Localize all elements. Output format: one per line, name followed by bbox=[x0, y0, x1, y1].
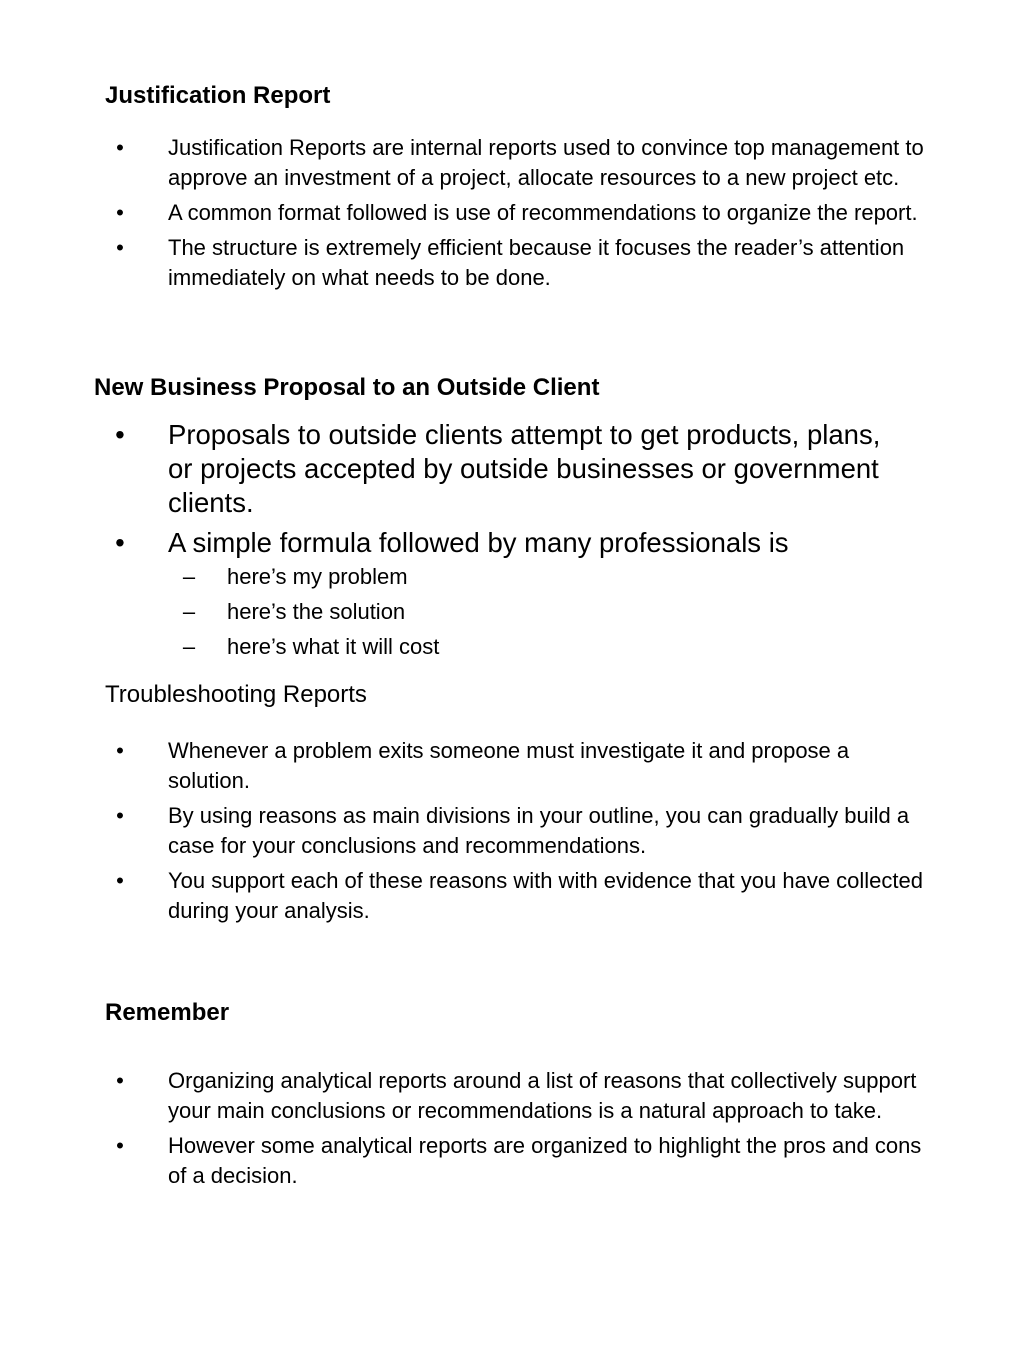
list-item bbox=[110, 1066, 925, 1126]
sub-list-item-text: here’s my problem bbox=[227, 564, 408, 589]
sub-list-item bbox=[180, 632, 910, 662]
dash-icon: – bbox=[182, 599, 196, 624]
list-item-text: However some analytical reports are organized to highlight the pros and cons of a decision. bbox=[168, 1133, 922, 1188]
list-item bbox=[110, 133, 942, 193]
list-item bbox=[110, 736, 925, 796]
proposal-sub-list bbox=[180, 562, 910, 662]
list-item bbox=[110, 233, 942, 293]
heading-troubleshooting-reports: Troubleshooting Reports bbox=[105, 681, 367, 708]
proposal-bullet-list bbox=[110, 418, 910, 667]
list-item-text: Whenever a problem exits someone must investigate it and propose a solution. bbox=[168, 738, 850, 793]
list-item-text: A simple formula followed by many professionals is bbox=[168, 527, 789, 558]
list-item-text: Proposals to outside clients attempt to get products, plans, or projects accepted by outside businesses or government clients. bbox=[168, 419, 881, 518]
list-item-text: By using reasons as main divisions in your outline, you can gradually build a case for your conclusions and recommendations. bbox=[168, 803, 910, 858]
bullet-icon: • bbox=[116, 1068, 124, 1093]
bullet-icon: • bbox=[116, 200, 124, 225]
list-item bbox=[110, 1131, 925, 1191]
sub-list-item bbox=[180, 562, 910, 592]
list-item-text: Organizing analytical reports around a list of reasons that collectively support your main conclusions or recommendations is a natural approach to take. bbox=[168, 1068, 917, 1123]
list-item-text: You support each of these reasons with with evidence that you have collected during your analysis. bbox=[168, 868, 924, 923]
dash-icon: – bbox=[182, 564, 196, 589]
bullet-icon: • bbox=[115, 527, 125, 558]
heading-new-business-proposal: New Business Proposal to an Outside Client bbox=[94, 374, 600, 401]
justification-bullet-list bbox=[110, 133, 942, 298]
list-item bbox=[110, 198, 942, 228]
bullet-icon: • bbox=[115, 419, 125, 450]
remember-bullet-list bbox=[110, 1066, 925, 1196]
bullet-icon: • bbox=[116, 135, 124, 160]
list-item-text: Justification Reports are internal reports used to convince top management to approve an investment of a project, allocate resources to a new project etc. bbox=[168, 135, 924, 190]
bullet-icon: • bbox=[116, 803, 124, 828]
sub-list-item-text: here’s what it will cost bbox=[227, 634, 440, 659]
sub-list-item-text: here’s the solution bbox=[227, 599, 406, 624]
bullet-icon: • bbox=[116, 868, 124, 893]
dash-icon: – bbox=[182, 634, 196, 659]
bullet-icon: • bbox=[116, 235, 124, 260]
list-item bbox=[110, 866, 925, 926]
list-item bbox=[110, 801, 925, 861]
list-item bbox=[110, 526, 910, 560]
bullet-icon: • bbox=[116, 1133, 124, 1158]
sub-list-item bbox=[180, 597, 910, 627]
list-item-text: A common format followed is use of recommendations to organize the report. bbox=[168, 200, 918, 225]
list-item-text: The structure is extremely efficient because it focuses the reader’s attention immediately on what needs to be done. bbox=[168, 235, 905, 290]
heading-remember: Remember bbox=[105, 999, 230, 1026]
list-item bbox=[110, 418, 910, 520]
bullet-icon: • bbox=[116, 738, 124, 763]
heading-justification-report: Justification Report bbox=[105, 82, 331, 109]
troubleshooting-bullet-list bbox=[110, 736, 925, 931]
